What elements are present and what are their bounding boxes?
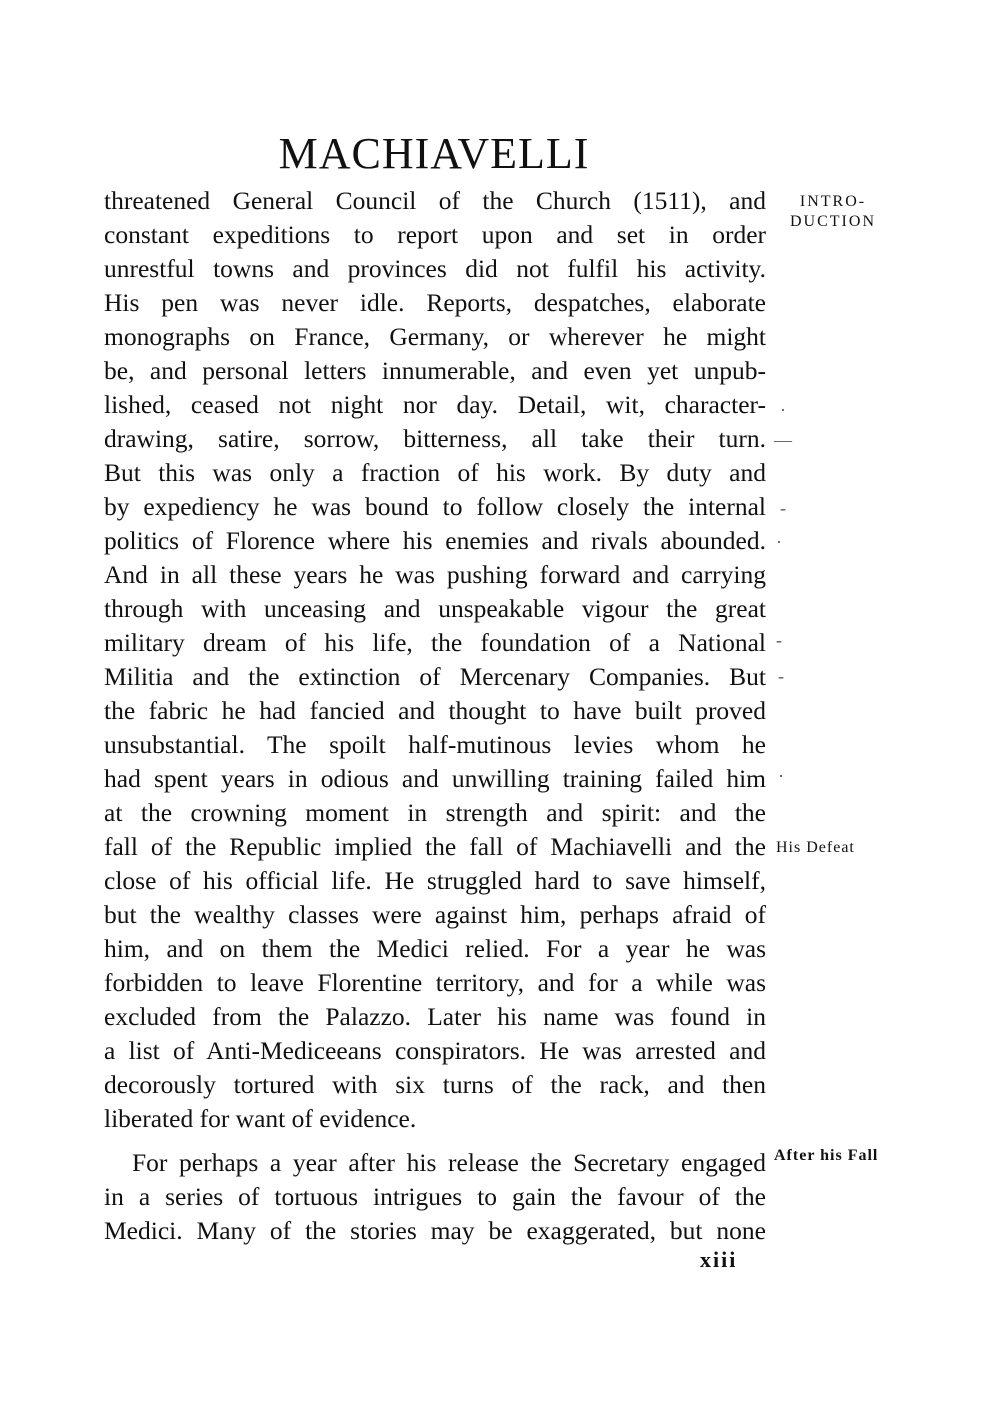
paragraph-break (104, 1136, 766, 1146)
text-line: through with unceasing and unspeakable vigour the great (104, 594, 766, 623)
text-line: Medici. Many of the stories may be exaggerated, but none (104, 1216, 766, 1245)
text-line: unsubstantial. The spoilt half-mutinous levies whom he (104, 730, 766, 759)
text-line: military dream of his life, the foundation of a National (104, 628, 766, 657)
margin-mark: · (780, 400, 786, 420)
text-line: fall of the Republic implied the fall of Machiavelli and the (104, 832, 766, 861)
text-line: decorously tortured with six turns of the rack, and then (104, 1070, 766, 1099)
margin-mark: - (780, 498, 786, 518)
text-line: politics of Florence where his enemies and rivals abounded. (104, 526, 766, 555)
page-number: xiii (700, 1247, 738, 1272)
text-line: the fabric he had fancied and thought to have built proved (104, 696, 766, 725)
text-line: For perhaps a year after his release the Secretary engaged (132, 1148, 766, 1177)
text-line: a list of Anti-Mediceeans conspirators. He was arrested and (104, 1036, 766, 1065)
side-note-after-his-fall: After his Fall (774, 1147, 879, 1164)
text-line: drawing, satire, sorrow, bitterness, all take their turn. (104, 424, 766, 453)
side-note-introduction (790, 192, 876, 232)
text-line: close of his official life. He struggled hard to save himself, (104, 866, 766, 895)
running-title: MACHIAVELLI (278, 129, 590, 178)
text-line: excluded from the Palazzo. Later his name was found in (104, 1002, 766, 1031)
text-line: monographs on France, Germany, or wherever he might (104, 322, 766, 351)
body-text (104, 184, 766, 1248)
margin-mark: - (778, 666, 784, 686)
text-line: lished, ceased not night nor day. Detail, wit, character- (104, 390, 766, 419)
margin-mark: · (778, 766, 784, 786)
side-note-intro-line2: DUCTION (790, 213, 876, 230)
margin-mark: · (776, 532, 782, 552)
text-line: liberated for want of evidence. (104, 1104, 417, 1133)
text-line: Militia and the extinction of Mercenary Companies. But (104, 662, 766, 691)
text-line: threatened General Council of the Church (1511), and (104, 186, 766, 215)
text-line: unrestful towns and provinces did not fulfil his activity. (104, 254, 766, 283)
text-line: but the wealthy classes were against him, perhaps afraid of (104, 900, 766, 929)
text-line: in a series of tortuous intrigues to gain the favour of the (104, 1182, 766, 1211)
text-line: forbidden to leave Florentine territory, and for a while was (104, 968, 766, 997)
text-line: But this was only a fraction of his work. By duty and (104, 458, 766, 487)
margin-mark: - (776, 630, 782, 650)
text-line: at the crowning moment in strength and spirit: and the (104, 798, 766, 827)
text-line: And in all these years he was pushing forward and carrying (104, 560, 766, 589)
side-note-his-defeat: His Defeat (776, 839, 855, 856)
text-line: His pen was never idle. Reports, despatches, elaborate (104, 288, 766, 317)
side-note-intro-line1: INTRO- (799, 193, 867, 210)
text-line: constant expeditions to report upon and set in order (104, 220, 766, 249)
text-line: had spent years in odious and unwilling training failed him (104, 764, 766, 793)
margin-mark: — (774, 430, 792, 450)
text-line: by expediency he was bound to follow closely the internal (104, 492, 766, 521)
text-line: him, and on them the Medici relied. For a year he was (104, 934, 766, 963)
text-line: be, and personal letters innumerable, and even yet unpub- (104, 356, 766, 385)
